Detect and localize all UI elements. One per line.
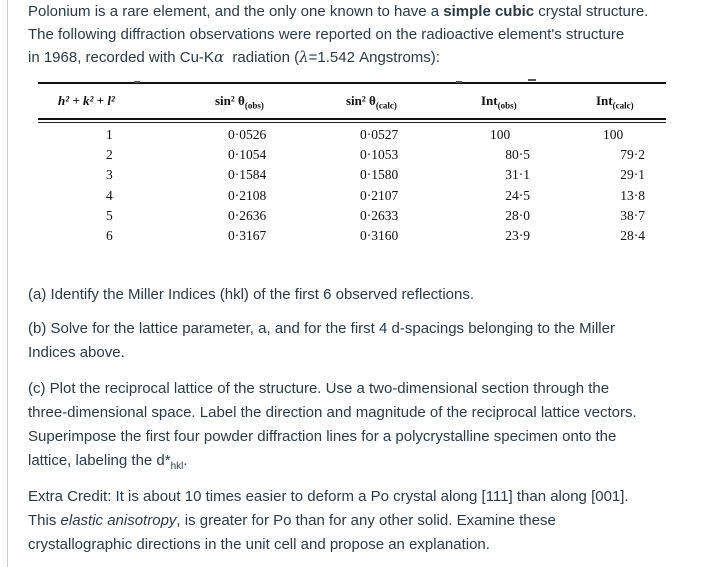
header-sin-calc	[346, 93, 397, 111]
dstar-subscript: hkl	[170, 461, 184, 472]
header-sin-calc-sub: (calc)	[375, 100, 397, 111]
intro-bold-simple-cubic: simple cubic	[443, 3, 535, 20]
cell-sin-calc: 0·2107	[360, 187, 399, 203]
lambda-symbol: λ	[299, 48, 309, 66]
cell-int-obs: 23·9	[505, 228, 530, 244]
col-hkl-sum	[106, 125, 113, 246]
cell-int-calc: 28·4	[620, 228, 645, 244]
cell-int-obs: 28·0	[505, 207, 530, 223]
cell-n: 6	[106, 228, 113, 244]
extra-credit-text: crystallographic directions in the unit cell and propose an explanation.	[28, 536, 490, 553]
cell-sin-calc: 0·2633	[360, 207, 399, 223]
col-sin-obs	[228, 125, 266, 246]
header-int-obs	[481, 93, 517, 111]
left-border	[7, 0, 8, 567]
col-int-obs	[490, 125, 530, 246]
question-c-text: .	[183, 452, 188, 469]
cell-int-calc: 13·8	[620, 187, 645, 203]
question-c	[28, 377, 688, 479]
question-b-text: Indices above.	[28, 344, 125, 361]
intro-text: radiation (	[224, 49, 300, 66]
cell-int-obs: 100	[490, 127, 511, 142]
question-b	[28, 317, 688, 365]
cell-sin-obs: 0·0526	[228, 127, 267, 142]
cell-sin-obs: 0·1054	[228, 147, 267, 163]
question-b-text: (b) Solve for the lattice parameter, a, and for the first 4 d-spacings belonging to the Miller	[28, 320, 615, 337]
header-sin-obs	[215, 93, 264, 111]
extra-credit	[28, 485, 688, 557]
rule-tick	[134, 81, 140, 83]
header-hkl-sum	[58, 93, 115, 109]
elastic-anisotropy-italic: elastic anisotropy	[60, 512, 177, 529]
header-rule	[38, 118, 666, 120]
alpha-symbol: α	[213, 48, 225, 66]
header-int-obs-text: Int	[481, 93, 498, 108]
rule-tick	[528, 79, 536, 81]
rule-tick	[456, 81, 462, 83]
intro-text: The following diffraction observations were reported on the radioactive element's structure	[28, 25, 625, 43]
cell-int-calc: 79·2	[620, 147, 645, 163]
cell-n: 3	[106, 167, 113, 183]
diffraction-table	[28, 74, 670, 254]
cell-n: 4	[106, 187, 113, 203]
question-c-text: three-dimensional space. Label the direction and magnitude of the reciprocal lattice vectors.	[28, 404, 637, 421]
cell-int-calc: 29·1	[620, 167, 645, 183]
header-sin-obs-text: sin² θ	[215, 93, 245, 108]
cell-n: 2	[106, 147, 113, 163]
header-rule-thin	[38, 122, 666, 123]
header-int-calc-text: Int	[596, 93, 613, 108]
cell-int-calc: 100	[603, 127, 624, 142]
question-a-text: (a) Identify the Miller Indices (hkl) of the first 6 observed reflections.	[28, 286, 475, 303]
cell-int-obs: 80·5	[505, 147, 530, 163]
header-int-calc-sub: (calc)	[612, 100, 634, 111]
cell-sin-calc: 0·0527	[360, 127, 399, 142]
cell-int-obs: 24·5	[505, 187, 530, 203]
intro-text: in 1968, recorded with Cu-K	[28, 49, 214, 66]
cell-sin-obs: 0·3167	[228, 228, 267, 244]
question-c-text: lattice, labeling the d*	[28, 452, 171, 469]
cell-sin-obs: 0·2636	[228, 207, 267, 223]
cell-int-obs: 31·1	[505, 167, 530, 183]
header-hkl-text: h² + k² + l²	[58, 93, 115, 108]
intro-text: Polonium is a rare element, and the only one known to have a	[28, 3, 444, 20]
question-c-text: Superimpose the first four powder diffraction lines for a polycrystalline specimen onto the	[28, 428, 617, 445]
cell-sin-calc: 0·1053	[360, 147, 399, 163]
cell-sin-obs: 0·1584	[228, 167, 267, 183]
header-sin-obs-sub: (obs)	[244, 100, 264, 111]
col-sin-calc	[360, 125, 398, 246]
table-top-rule	[38, 82, 666, 84]
extra-credit-text: This	[28, 512, 61, 529]
intro-paragraph	[28, 1, 688, 70]
cell-n: 5	[106, 207, 113, 223]
cell-n: 1	[106, 127, 113, 142]
question-c-text: (c) Plot the reciprocal lattice of the structure. Use a two-dimensional section through the	[28, 380, 610, 397]
cell-int-calc: 38·7	[620, 207, 645, 223]
col-int-calc	[603, 125, 645, 246]
header-int-obs-sub: (obs)	[497, 100, 517, 111]
intro-text: crystal structure.	[534, 3, 649, 20]
cell-sin-calc: 0·1580	[360, 167, 399, 183]
cell-sin-calc: 0·3160	[360, 228, 399, 244]
intro-text: =1.542 Angstroms):	[308, 49, 440, 66]
question-a	[28, 283, 688, 307]
cell-sin-obs: 0·2108	[228, 187, 267, 203]
extra-credit-text: , is greater for Po than for any other solid. Examine these	[176, 512, 556, 529]
extra-credit-text: Extra Credit: It is about 10 times easier to deform a Po crystal along [111] than along [001].	[28, 488, 629, 505]
header-int-calc	[596, 93, 634, 111]
header-sin-calc-text: sin² θ	[346, 93, 376, 108]
